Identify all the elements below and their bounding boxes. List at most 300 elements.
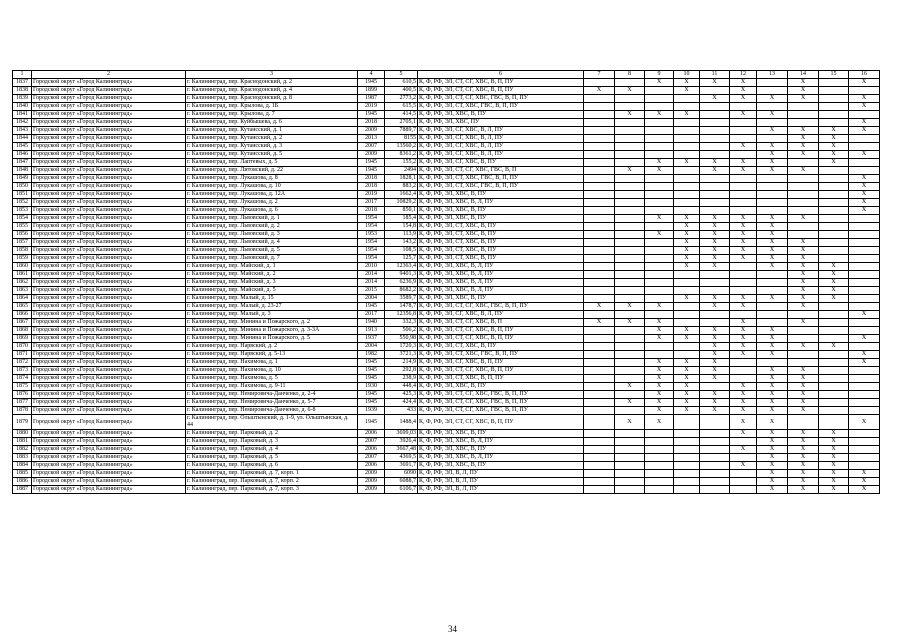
work-mark-cell-11	[700, 119, 730, 127]
work-mark-cell-14: X	[788, 79, 819, 87]
year-built-cell: 1954	[358, 255, 385, 263]
address-cell: г. Калининград, пер. Парковый, д. 7, корп. 2	[186, 478, 358, 486]
work-mark-cell-11	[700, 454, 730, 462]
municipality-cell: Городской округ «Город Калининград»	[32, 87, 186, 95]
work-mark-cell-16: X	[849, 175, 880, 183]
work-mark-cell-12: X	[730, 215, 757, 223]
work-mark-cell-8	[615, 287, 645, 295]
structural-elements-cell: К, Ф, РФ, ЭЛ, СТ, ХВС, ГВС, В, П, ПУ	[418, 103, 584, 111]
work-mark-cell-13	[757, 135, 788, 143]
column-number-15: 15	[819, 71, 849, 79]
area-cell: 3926,4	[385, 438, 418, 446]
work-mark-cell-9	[645, 247, 674, 255]
structural-elements-cell: К, Ф, РФ, ЭЛ, СТ, ХВС, В, ПУ	[418, 247, 584, 255]
structural-elements-cell: К, Ф, РФ, ЭЛ, ХВС, В, Л, ПУ	[418, 263, 584, 271]
work-mark-cell-16: X	[849, 207, 880, 215]
structural-elements-cell: К, Ф, РФ, ЭЛ, В, Л, ПУ	[418, 486, 584, 494]
work-mark-cell-7	[584, 247, 615, 255]
register-sheet	[12, 70, 880, 494]
work-mark-cell-8	[615, 159, 645, 167]
area-cell: 1720,3	[385, 343, 418, 351]
work-mark-cell-9	[645, 271, 674, 279]
address-cell: г. Калининград, пер. Львовский, д. 1	[186, 215, 358, 223]
work-mark-cell-12: X	[730, 383, 757, 391]
work-mark-cell-8	[615, 255, 645, 263]
work-mark-cell-15: X	[819, 430, 849, 438]
area-cell: 3699,03	[385, 430, 418, 438]
work-mark-cell-9: X	[645, 359, 674, 367]
year-built-cell: 2019	[358, 103, 385, 111]
column-number-9: 9	[645, 71, 674, 79]
work-mark-cell-14: X	[788, 239, 819, 247]
structural-elements-cell: К, Ф, РФ, ЭЛ, СГ, ХВС, В, Л, ПУ	[418, 311, 584, 319]
row-number-cell: 1862	[13, 279, 32, 287]
work-mark-cell-16	[849, 303, 880, 311]
structural-elements-cell: К, Ф, РФ, ЭЛ, ХВС, В, ПУ	[418, 446, 584, 454]
year-built-cell: 2019	[358, 191, 385, 199]
work-mark-cell-15	[819, 327, 849, 335]
work-mark-cell-11	[700, 135, 730, 143]
work-mark-cell-16	[849, 231, 880, 239]
work-mark-cell-13: X	[757, 223, 788, 231]
row-number-cell: 1839	[13, 95, 32, 103]
municipality-cell: Городской округ «Город Калининград»	[32, 470, 186, 478]
municipality-cell: Городской округ «Город Калининград»	[32, 239, 186, 247]
work-mark-cell-14: X	[788, 486, 819, 494]
work-mark-cell-9	[645, 311, 674, 319]
address-cell: г. Калининград, пер. Парковый, д. 3	[186, 438, 358, 446]
structural-elements-cell: К, Ф, РФ, ЭЛ, СТ, ХВС, В, ПУ	[418, 343, 584, 351]
area-cell: 3667,48	[385, 446, 418, 454]
work-mark-cell-10	[674, 303, 700, 311]
municipality-cell: Городской округ «Город Калининград»	[32, 391, 186, 399]
work-mark-cell-8	[615, 95, 645, 103]
work-mark-cell-7	[584, 367, 615, 375]
municipality-cell: Городской округ «Город Калининград»	[32, 327, 186, 335]
work-mark-cell-11: X	[700, 359, 730, 367]
work-mark-cell-13: X	[757, 263, 788, 271]
municipality-cell: Городской округ «Город Калининград»	[32, 255, 186, 263]
work-mark-cell-16	[849, 271, 880, 279]
work-mark-cell-14: X	[788, 303, 819, 311]
table-row	[13, 263, 880, 271]
address-cell: г. Калининград, пер. Нахимова, д. 10	[186, 367, 358, 375]
work-mark-cell-13: X	[757, 430, 788, 438]
work-mark-cell-14: X	[788, 247, 819, 255]
work-mark-cell-15	[819, 303, 849, 311]
work-mark-cell-15	[819, 359, 849, 367]
year-built-cell: 2009	[358, 151, 385, 159]
work-mark-cell-11	[700, 207, 730, 215]
work-mark-cell-10	[674, 470, 700, 478]
work-mark-cell-13	[757, 359, 788, 367]
work-mark-cell-13: X	[757, 470, 788, 478]
year-built-cell: 2009	[358, 478, 385, 486]
work-mark-cell-14	[788, 223, 819, 231]
work-mark-cell-13	[757, 199, 788, 207]
year-built-cell: 1945	[358, 167, 385, 175]
work-mark-cell-10: X	[674, 159, 700, 167]
municipality-cell: Городской округ «Город Калининград»	[32, 438, 186, 446]
work-mark-cell-13: X	[757, 239, 788, 247]
work-mark-cell-16: X	[849, 486, 880, 494]
address-cell: г. Калининград, пер. Львовский, д. 4	[186, 239, 358, 247]
work-mark-cell-7	[584, 351, 615, 359]
municipality-cell: Городской округ «Город Калининград»	[32, 375, 186, 383]
work-mark-cell-9	[645, 95, 674, 103]
work-mark-cell-13	[757, 183, 788, 191]
work-mark-cell-16: X	[849, 335, 880, 343]
structural-elements-cell: К, Ф, РФ, ЭЛ, СТ, СГ, ХВС, ГВС, В, П	[418, 167, 584, 175]
work-mark-cell-7	[584, 407, 615, 415]
address-cell: г. Калининград, пер. Минина и Пожарского, д. 3-3А	[186, 327, 358, 335]
work-mark-cell-12	[730, 454, 757, 462]
municipality-cell: Городской округ «Город Калининград»	[32, 446, 186, 454]
area-cell: 8361,2	[385, 151, 418, 159]
municipality-cell: Городской округ «Город Калининград»	[32, 111, 186, 119]
work-mark-cell-15	[819, 319, 849, 327]
year-built-cell: 2015	[358, 287, 385, 295]
work-mark-cell-7	[584, 151, 615, 159]
area-cell: 6236,9	[385, 279, 418, 287]
municipality-cell: Городской округ «Город Калининград»	[32, 135, 186, 143]
work-mark-cell-9	[645, 478, 674, 486]
municipality-cell: Городской округ «Город Калининград»	[32, 486, 186, 494]
year-built-cell: 2018	[358, 207, 385, 215]
year-built-cell: 1940	[358, 319, 385, 327]
work-mark-cell-8	[615, 119, 645, 127]
work-mark-cell-10	[674, 151, 700, 159]
work-mark-cell-13	[757, 79, 788, 87]
work-mark-cell-14: X	[788, 438, 819, 446]
work-mark-cell-14: X	[788, 446, 819, 454]
column-number-3: 3	[186, 71, 358, 79]
area-cell: 6106,7	[385, 486, 418, 494]
work-mark-cell-13: X	[757, 111, 788, 119]
column-number-10: 10	[674, 71, 700, 79]
work-mark-cell-16	[849, 430, 880, 438]
municipality-cell: Городской округ «Город Калининград»	[32, 415, 186, 430]
work-mark-cell-7	[584, 279, 615, 287]
address-cell: г. Калининград, пер. Немировича-Данченко, д. 6-8	[186, 407, 358, 415]
work-mark-cell-12: X	[730, 247, 757, 255]
work-mark-cell-14: X	[788, 462, 819, 470]
work-mark-cell-7	[584, 215, 615, 223]
structural-elements-cell: К, Ф, РФ, ЭЛ, СГ, ХВС, В, Л, ПУ	[418, 143, 584, 151]
work-mark-cell-9: X	[645, 367, 674, 375]
structural-elements-cell: К, Ф, РФ, ЭЛ, СГ, ХВС, В, Л, ПУ	[418, 151, 584, 159]
municipality-cell: Городской округ «Город Калининград»	[32, 287, 186, 295]
year-built-cell: 1954	[358, 239, 385, 247]
table-row	[13, 343, 880, 351]
work-mark-cell-7	[584, 391, 615, 399]
work-mark-cell-8	[615, 470, 645, 478]
work-mark-cell-9: X	[645, 303, 674, 311]
row-number-cell: 1850	[13, 183, 32, 191]
work-mark-cell-16	[849, 343, 880, 351]
work-mark-cell-10	[674, 95, 700, 103]
work-mark-cell-16	[849, 143, 880, 151]
work-mark-cell-7	[584, 199, 615, 207]
year-built-cell: 2004	[358, 295, 385, 303]
column-number-7: 7	[584, 71, 615, 79]
area-cell: 7889,7	[385, 127, 418, 135]
work-mark-cell-9: X	[645, 215, 674, 223]
work-mark-cell-10	[674, 143, 700, 151]
work-mark-cell-16	[849, 438, 880, 446]
work-mark-cell-14: X	[788, 375, 819, 383]
structural-elements-cell: К, Ф, РФ, ЭЛ, СТ, СГ, ХВС, ГВС, В, П, ПУ	[418, 391, 584, 399]
column-number-4: 4	[358, 71, 385, 79]
work-mark-cell-8	[615, 103, 645, 111]
table-row	[13, 311, 880, 319]
work-mark-cell-8: X	[615, 167, 645, 175]
work-mark-cell-11: X	[700, 343, 730, 351]
structural-elements-cell: К, Ф, РФ, ЭЛ, ХВС, В, Л, ПУ	[418, 199, 584, 207]
year-built-cell: 1930	[358, 383, 385, 391]
structural-elements-cell: К, Ф, РФ, ЭЛ, СТ, СГ, ХВС, ГВС, В, П, ПУ	[418, 303, 584, 311]
work-mark-cell-9	[645, 119, 674, 127]
work-mark-cell-13: X	[757, 335, 788, 343]
work-mark-cell-8: X	[615, 415, 645, 430]
work-mark-cell-15: X	[819, 343, 849, 351]
work-mark-cell-8: X	[615, 303, 645, 311]
work-mark-cell-11: X	[700, 407, 730, 415]
work-mark-cell-14: X	[788, 271, 819, 279]
work-mark-cell-9	[645, 223, 674, 231]
address-cell: г. Калининград, пер. Краснодонский, д. 4	[186, 87, 358, 95]
work-mark-cell-16	[849, 135, 880, 143]
structural-elements-cell: К, Ф, РФ, ЭЛ, ХВС, В, ПУ	[418, 462, 584, 470]
year-built-cell: 1954	[358, 247, 385, 255]
work-mark-cell-15	[819, 415, 849, 430]
address-cell: г. Калининград, пер. Куйбышева, д. 6	[186, 119, 358, 127]
row-number-cell: 1864	[13, 295, 32, 303]
row-number-cell: 1876	[13, 391, 32, 399]
work-mark-cell-10	[674, 279, 700, 287]
structural-elements-cell: К, Ф, РФ, ЭЛ, ХВС, В, ПУ	[418, 383, 584, 391]
column-number-5: 5	[385, 71, 418, 79]
work-mark-cell-16	[849, 462, 880, 470]
municipality-cell: Городской округ «Город Калининград»	[32, 454, 186, 462]
year-built-cell: 2014	[358, 271, 385, 279]
table-row	[13, 175, 880, 183]
work-mark-cell-16: X	[849, 151, 880, 159]
work-mark-cell-9	[645, 295, 674, 303]
row-number-cell: 1842	[13, 119, 32, 127]
table-row	[13, 183, 880, 191]
year-built-cell: 2013	[358, 135, 385, 143]
work-mark-cell-15: X	[819, 127, 849, 135]
work-mark-cell-11: X	[700, 95, 730, 103]
work-mark-cell-10	[674, 343, 700, 351]
work-mark-cell-9: X	[645, 335, 674, 343]
year-built-cell: 2004	[358, 343, 385, 351]
row-number-cell: 1874	[13, 375, 32, 383]
row-number-cell: 1885	[13, 470, 32, 478]
area-cell: 1662,4	[385, 191, 418, 199]
work-mark-cell-10	[674, 478, 700, 486]
work-mark-cell-8: X	[615, 399, 645, 407]
year-built-cell: 2007	[358, 454, 385, 462]
area-cell: 1478,7	[385, 303, 418, 311]
area-cell: 1488,4	[385, 415, 418, 430]
year-built-cell: 1937	[358, 335, 385, 343]
structural-elements-cell: К, Ф, РФ, ЭЛ, СТ, СГ, ХВС, В, П	[418, 319, 584, 327]
work-mark-cell-14: X	[788, 454, 819, 462]
row-number-cell: 1849	[13, 175, 32, 183]
work-mark-cell-16	[849, 407, 880, 415]
structural-elements-cell: К, Ф, РФ, ЭЛ, ХВС, В, Л, ПУ	[418, 287, 584, 295]
work-mark-cell-11: X	[700, 391, 730, 399]
area-cell: 6088,7	[385, 478, 418, 486]
municipality-cell: Городской округ «Город Калининград»	[32, 207, 186, 215]
work-mark-cell-10	[674, 135, 700, 143]
work-mark-cell-16	[849, 87, 880, 95]
municipality-cell: Городской округ «Город Калининград»	[32, 311, 186, 319]
structural-elements-cell: К, Ф, РФ, ЭЛ, ХВС, В, ПУ	[418, 215, 584, 223]
work-mark-cell-7	[584, 454, 615, 462]
municipality-cell: Городской округ «Город Калининград»	[32, 151, 186, 159]
row-number-cell: 1840	[13, 103, 32, 111]
work-mark-cell-11	[700, 478, 730, 486]
area-cell: 2705,1	[385, 119, 418, 127]
work-mark-cell-16: X	[849, 103, 880, 111]
work-mark-cell-15: X	[819, 143, 849, 151]
year-built-cell: 2007	[358, 438, 385, 446]
year-built-cell: 2018	[358, 119, 385, 127]
row-number-cell: 1858	[13, 247, 32, 255]
work-mark-cell-13	[757, 103, 788, 111]
work-mark-cell-15	[819, 167, 849, 175]
work-mark-cell-14: X	[788, 319, 819, 327]
work-mark-cell-16: X	[849, 359, 880, 367]
work-mark-cell-15	[819, 247, 849, 255]
work-mark-cell-12: X	[730, 462, 757, 470]
work-mark-cell-12: X	[730, 343, 757, 351]
work-mark-cell-9: X	[645, 415, 674, 430]
work-mark-cell-14: X	[788, 279, 819, 287]
work-mark-cell-9	[645, 470, 674, 478]
work-mark-cell-12	[730, 135, 757, 143]
work-mark-cell-16	[849, 399, 880, 407]
area-cell: 108,5	[385, 247, 418, 255]
municipality-cell: Городской округ «Город Калининград»	[32, 247, 186, 255]
work-mark-cell-10	[674, 287, 700, 295]
year-built-cell: 1945	[358, 303, 385, 311]
structural-elements-cell: К, Ф, РФ, ЭЛ, ХВС, В, Л, ПУ	[418, 454, 584, 462]
work-mark-cell-16: X	[849, 79, 880, 87]
work-mark-cell-12	[730, 438, 757, 446]
address-cell: г. Калининград, пер. Малый, д. 3	[186, 311, 358, 319]
work-mark-cell-7	[584, 223, 615, 231]
work-mark-cell-10: X	[674, 79, 700, 87]
work-mark-cell-9	[645, 287, 674, 295]
address-cell: г. Калининград, пер. Ольштынский, д. 1-9, ул. Ольштынская, д. 44	[186, 415, 358, 430]
work-mark-cell-9: X	[645, 407, 674, 415]
work-mark-cell-11	[700, 175, 730, 183]
work-mark-cell-11	[700, 319, 730, 327]
work-mark-cell-13	[757, 191, 788, 199]
work-mark-cell-7	[584, 175, 615, 183]
work-mark-cell-14: X	[788, 478, 819, 486]
row-number-cell: 1838	[13, 87, 32, 95]
structural-elements-cell: К, Ф, РФ, ЭЛ, ХВС, В, Л, ПУ	[418, 438, 584, 446]
work-mark-cell-14	[788, 207, 819, 215]
year-built-cell: 2017	[358, 311, 385, 319]
work-mark-cell-11	[700, 199, 730, 207]
work-mark-cell-12	[730, 127, 757, 135]
table-row	[13, 327, 880, 335]
work-mark-cell-16	[849, 391, 880, 399]
year-built-cell: 2014	[358, 279, 385, 287]
work-mark-cell-7	[584, 383, 615, 391]
row-number-cell: 1844	[13, 135, 32, 143]
work-mark-cell-10: X	[674, 239, 700, 247]
work-mark-cell-10	[674, 175, 700, 183]
work-mark-cell-14: X	[788, 255, 819, 263]
work-mark-cell-11: X	[700, 351, 730, 359]
work-mark-cell-10	[674, 119, 700, 127]
work-mark-cell-12	[730, 375, 757, 383]
work-mark-cell-8: X	[615, 319, 645, 327]
work-mark-cell-9	[645, 263, 674, 271]
work-mark-cell-11: X	[700, 375, 730, 383]
municipality-cell: Городской округ «Город Калининград»	[32, 159, 186, 167]
work-mark-cell-16	[849, 215, 880, 223]
address-cell: г. Калининград, пер. Львовский, д. 7	[186, 255, 358, 263]
address-cell: г. Калининград, пер. Парковый, д. 5	[186, 454, 358, 462]
work-mark-cell-12	[730, 287, 757, 295]
address-cell: г. Калининград, пер. Немировича-Данченко, д. 5-7	[186, 399, 358, 407]
table-row	[13, 167, 880, 175]
row-number-cell: 1878	[13, 407, 32, 415]
table-row	[13, 446, 880, 454]
work-mark-cell-16: X	[849, 311, 880, 319]
work-mark-cell-13: X	[757, 159, 788, 167]
work-mark-cell-12	[730, 207, 757, 215]
structural-elements-cell: К, Ф, РФ, ЭЛ, СГ, ХВС, В, П, ПУ	[418, 359, 584, 367]
work-mark-cell-13	[757, 279, 788, 287]
address-cell: г. Калининград, пер. Лукашова, д. 8	[186, 175, 358, 183]
row-number-cell: 1865	[13, 303, 32, 311]
work-mark-cell-14: X	[788, 95, 819, 103]
work-mark-cell-15: X	[819, 271, 849, 279]
work-mark-cell-7	[584, 111, 615, 119]
work-mark-cell-10	[674, 271, 700, 279]
work-mark-cell-7	[584, 95, 615, 103]
area-cell: 185,4	[385, 215, 418, 223]
work-mark-cell-14: X	[788, 470, 819, 478]
year-built-cell: 2009	[358, 486, 385, 494]
year-built-cell: 1939	[358, 407, 385, 415]
area-cell: 883,2	[385, 183, 418, 191]
row-number-cell: 1870	[13, 343, 32, 351]
work-mark-cell-8	[615, 438, 645, 446]
work-mark-cell-14: X	[788, 287, 819, 295]
work-mark-cell-11: X	[700, 255, 730, 263]
work-mark-cell-14	[788, 183, 819, 191]
work-mark-cell-10	[674, 167, 700, 175]
work-mark-cell-11	[700, 486, 730, 494]
municipality-cell: Городской округ «Город Калининград»	[32, 279, 186, 287]
work-mark-cell-7	[584, 343, 615, 351]
work-mark-cell-10	[674, 127, 700, 135]
row-number-cell: 1867	[13, 319, 32, 327]
work-mark-cell-13	[757, 119, 788, 127]
municipality-cell: Городской округ «Город Калининград»	[32, 478, 186, 486]
address-cell: г. Калининград, пер. Крылова, д. 7	[186, 111, 358, 119]
